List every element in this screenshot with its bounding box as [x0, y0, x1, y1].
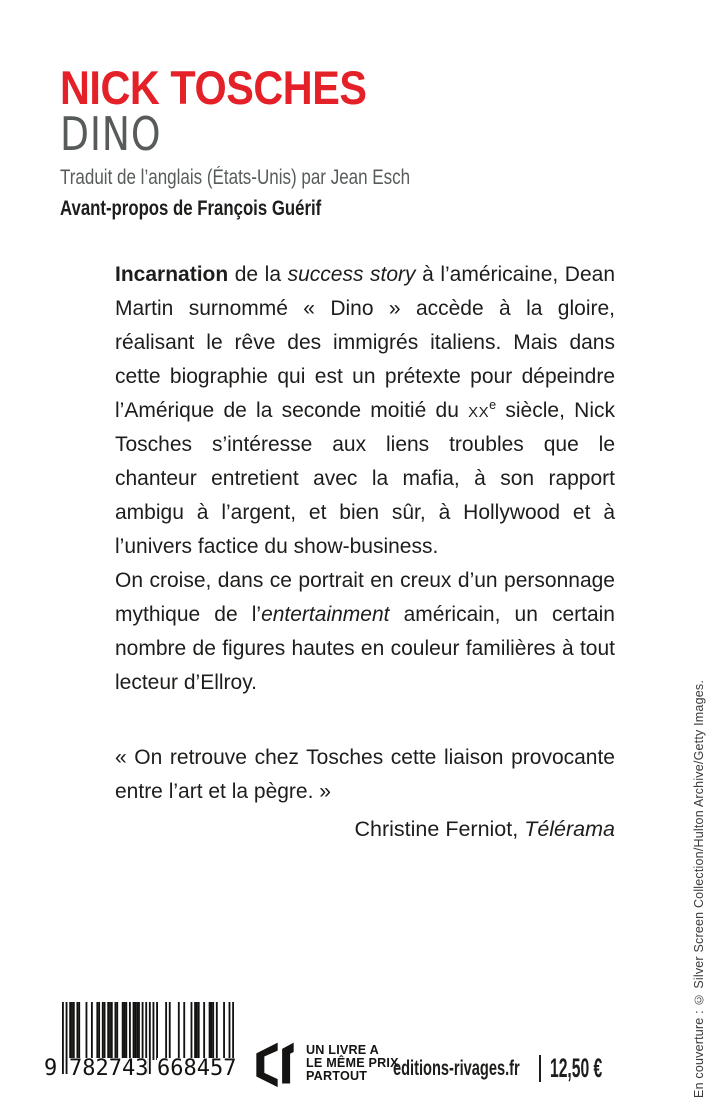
press-quote: « On retrouve chez Tosches cette liaison provocante entre l’art et la pègre. »: [115, 746, 615, 803]
book-title: DINO: [60, 107, 162, 161]
blurb-paragraph-2: On croise, dans ce portrait en creux d’un personnage mythique de l’entertainment américain, un certain nombre de figures hautes en couleur familières à tout lecteur d’Ellroy.: [115, 569, 615, 694]
price: 12,50 €: [550, 1052, 603, 1083]
foreword-credit: Avant-propos de François Guérif: [60, 196, 322, 220]
barcode-digit-group-1: 782743: [69, 1056, 149, 1081]
barcode-digit-lead: 9: [44, 1056, 58, 1081]
cover-photo-credit: En couverture : © Silver Screen Collection/Hulton Archive/Getty Images.: [692, 680, 706, 1098]
translation-credit: Traduit de l’anglais (États-Unis) par Jean Esch: [60, 166, 411, 189]
back-cover-blurb: [115, 258, 615, 846]
open-book-icon: [253, 1040, 297, 1088]
barcode: [44, 1002, 237, 1086]
quote-attribution: Christine Ferniot, Télérama: [354, 817, 615, 841]
publisher-website: editions-rivages.fr: [393, 1055, 520, 1080]
publisher-info: [393, 1053, 640, 1083]
barcode-digit-group-2: 668457: [157, 1056, 237, 1081]
author-name: NICK TOSCHES: [60, 61, 367, 114]
prix-unique-logo-text: UN LIVRE A LE MÊME PRIX PARTOUT: [306, 1042, 399, 1083]
prix-unique-logo: [253, 1040, 402, 1088]
separator-bar: [539, 1055, 541, 1082]
blurb-paragraph-1: Incarnation de la success story à l’américaine, Dean Martin surnommé « Dino » accède à la gloire, réalisant le rêve des immigrés italiens. Mais dans cette biographie qui est un prétexte pour dépeindre l’Amérique de la seconde moitié du $xx^e$ siècle, Nick Tosches s’intéresse aux liens troubles que le chanteur entretient avec la mafia, à son rapport ambigu à l’argent, et bien sûr, à Hollywood et à l’univers factice du show-business.: [115, 263, 615, 558]
